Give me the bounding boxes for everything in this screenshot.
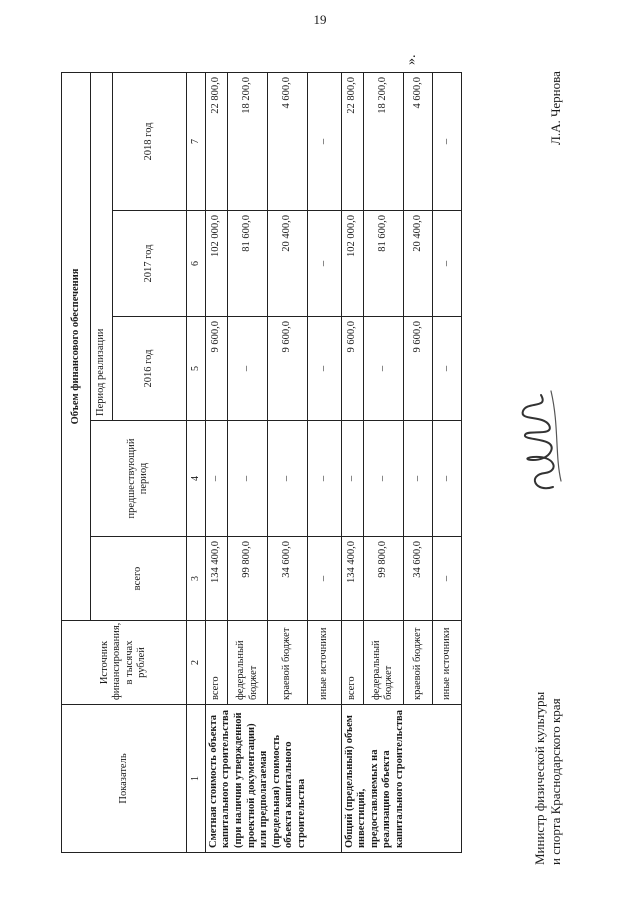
- y2016-cell: –: [308, 317, 341, 421]
- minister-title-line: Министр физической культуры: [532, 691, 547, 865]
- prior-cell: –: [341, 421, 363, 537]
- y2018-cell: –: [308, 72, 341, 210]
- signature-graphic: [505, 385, 575, 495]
- total-cell: 99 800,0: [228, 537, 268, 621]
- y2016-cell: 9 600,0: [404, 317, 433, 421]
- prior-cell: –: [363, 421, 403, 537]
- prior-cell: –: [433, 421, 462, 537]
- source-cell: краевой бюджет: [404, 621, 433, 705]
- source-cell: федеральный бюджет: [228, 621, 268, 705]
- table-row: [341, 72, 363, 852]
- col-index: 6: [186, 211, 205, 317]
- y2016-cell: –: [228, 317, 268, 421]
- col-index: 5: [186, 317, 205, 421]
- header-year-2017: 2017 год: [113, 211, 187, 317]
- header-volume: Объем финансового обеспечения: [62, 72, 91, 620]
- col-index: 2: [186, 621, 205, 705]
- table-row: [205, 72, 227, 852]
- y2017-cell: –: [433, 211, 462, 317]
- total-cell: 34 600,0: [404, 537, 433, 621]
- col-index: 1: [186, 705, 205, 853]
- source-cell: всего: [205, 621, 227, 705]
- prior-cell: –: [228, 421, 268, 537]
- col-index: 4: [186, 421, 205, 537]
- y2018-cell: 22 800,0: [341, 72, 363, 210]
- minister-title-line: и спорта Краснодарского края: [548, 698, 564, 865]
- total-cell: –: [308, 537, 341, 621]
- y2018-cell: 18 200,0: [228, 72, 268, 210]
- y2016-cell: 9 600,0: [341, 317, 363, 421]
- total-cell: –: [433, 537, 462, 621]
- y2018-cell: 18 200,0: [363, 72, 403, 210]
- y2016-cell: –: [433, 317, 462, 421]
- y2017-cell: 81 600,0: [228, 211, 268, 317]
- header-source: Источник финансирования, в тысячах рублей: [62, 621, 187, 705]
- minister-title: [532, 692, 565, 865]
- y2016-cell: 9 600,0: [268, 317, 308, 421]
- y2017-cell: 102 000,0: [341, 211, 363, 317]
- prior-cell: –: [404, 421, 433, 537]
- header-year-2018: 2018 год: [113, 72, 187, 210]
- indicator-cell: Общий (предельный) объем инвестиций, предоставляемых на реализацию объекта капитального строительства: [341, 705, 461, 853]
- total-cell: 99 800,0: [363, 537, 403, 621]
- closing-quote: ».: [404, 54, 419, 65]
- total-cell: 34 600,0: [268, 537, 308, 621]
- y2018-cell: 22 800,0: [205, 72, 227, 210]
- prior-cell: –: [268, 421, 308, 537]
- header-year-2016: 2016 год: [113, 317, 187, 421]
- y2018-cell: –: [433, 72, 462, 210]
- y2016-cell: –: [363, 317, 403, 421]
- source-cell: краевой бюджет: [268, 621, 308, 705]
- col-index: 7: [186, 72, 205, 210]
- financing-table: [61, 72, 462, 853]
- header-prior: предшествующий период: [90, 421, 186, 537]
- source-cell: федеральный бюджет: [363, 621, 403, 705]
- source-cell: всего: [341, 621, 363, 705]
- header-period: Период реализации: [90, 72, 112, 420]
- header-total: всего: [90, 537, 186, 621]
- y2017-cell: 81 600,0: [363, 211, 403, 317]
- y2016-cell: 9 600,0: [205, 317, 227, 421]
- page-number: 19: [313, 12, 327, 27]
- source-cell: иные источники: [433, 621, 462, 705]
- y2017-cell: 102 000,0: [205, 211, 227, 317]
- y2018-cell: 4 600,0: [268, 72, 308, 210]
- source-cell: иные источники: [308, 621, 341, 705]
- indicator-cell: Сметная стоимость объекта капитального строительства (при наличии утвержденной проектной документации) или предполагаемая (предельная) стоимость объекта капитального строительства: [205, 705, 341, 853]
- y2017-cell: 20 400,0: [268, 211, 308, 317]
- prior-cell: –: [205, 421, 227, 537]
- total-cell: 134 400,0: [205, 537, 227, 621]
- col-index: 3: [186, 537, 205, 621]
- signatory-name: Л.А. Чернова: [548, 71, 563, 145]
- column-index-row: [186, 72, 205, 852]
- y2018-cell: 4 600,0: [404, 72, 433, 210]
- y2017-cell: –: [308, 211, 341, 317]
- prior-cell: –: [308, 421, 341, 537]
- total-cell: 134 400,0: [341, 537, 363, 621]
- y2017-cell: 20 400,0: [404, 211, 433, 317]
- header-indicator: Показатель: [62, 705, 187, 853]
